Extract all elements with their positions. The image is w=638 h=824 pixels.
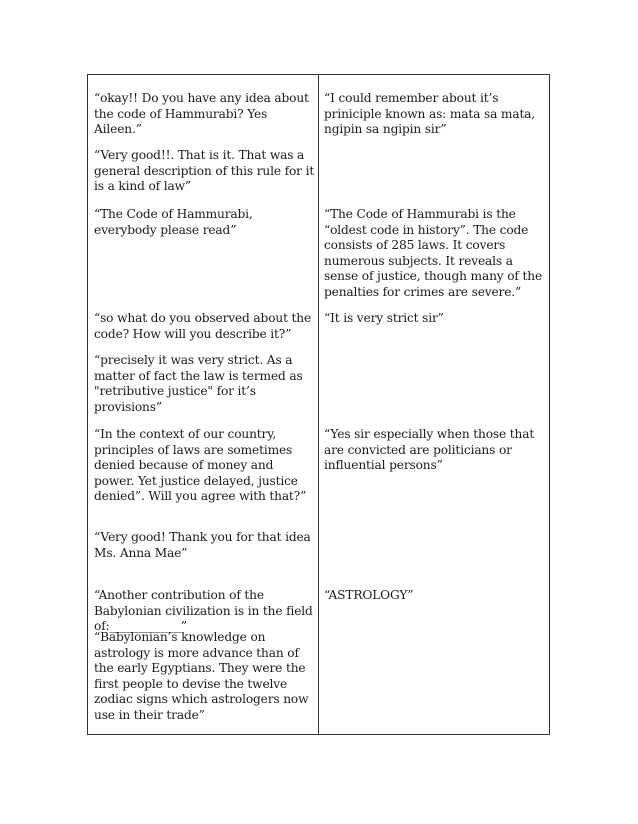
student-line: “ASTROLOGY”: [324, 588, 414, 602]
student-line: “I could remember about it’s priniciple known as: mata sa mata, ngipin sa ngipin sir”: [324, 91, 536, 137]
student-line: “It is very strict sir”: [324, 311, 444, 325]
teacher-line: “okay!! Do you have any idea about the code of Hammurabi? Yes Aileen.”: [94, 91, 309, 137]
teacher-line: “The Code of Hammurabi, everybody please read”: [94, 207, 253, 237]
teacher-line: “Very good!!. That is it. That was a general description of this rule for it is a kind of law”: [94, 148, 315, 194]
student-line: “Yes sir especially when those that are convicted are politicians or influential persons”: [324, 427, 535, 473]
teacher-line: “so what do you observed about the code? How will you describe it?”: [94, 311, 312, 341]
teacher-line: “Another contribution of the Babylonian civilization is in the field of:____________”: [94, 588, 313, 634]
teacher-line: “Very good! Thank you for that idea Ms. Anna Mae”: [94, 530, 311, 560]
teacher-line: “precisely it was very strict. As a matter of fact the law is termed as "retributive justice" for it’s provisions”: [94, 353, 303, 414]
student-line: “The Code of Hammurabi is the “oldest code in history”. The code consists of 285 laws. It covers numerous subjects. It reveals a sense of justice, though many of the penalties for crimes are severe.”: [324, 207, 543, 299]
teacher-line: “Babylonian’s knowledge on astrology is more advance than of the early Egyptians. They were the first people to devise the twelve zodiac signs which astrologers now use in their trade”: [94, 630, 309, 722]
column-divider: [318, 74, 319, 735]
teacher-line: “In the context of our country, principles of laws are sometimes denied because of money and power. Yet justice delayed, justice denied”. Will you agree with that?”: [94, 427, 307, 504]
